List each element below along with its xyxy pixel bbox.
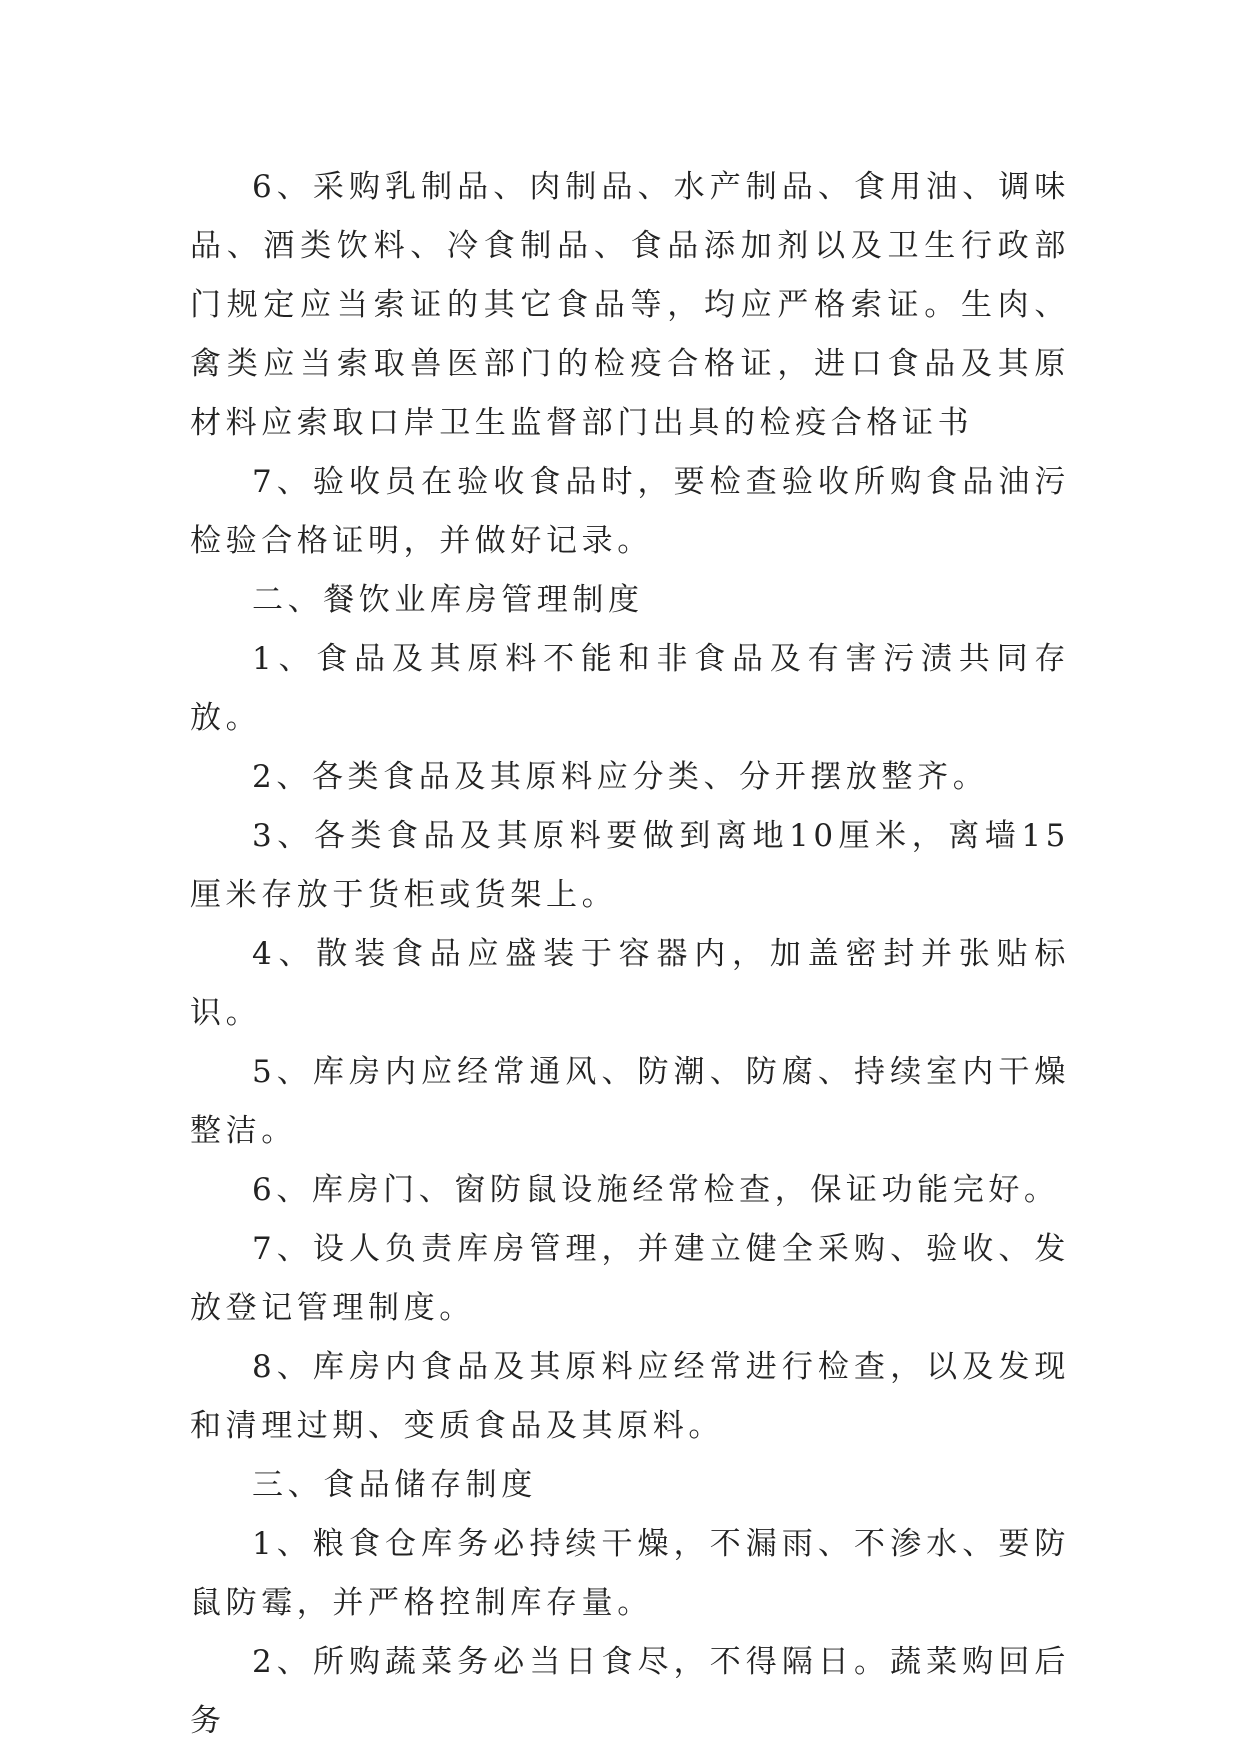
paragraph-storage-rule-2: 2、所购蔬菜务必当日食尽，不得隔日。蔬菜购回后务 xyxy=(190,1644,1070,1739)
paragraph-storage-rule-1: 1、粮食仓库务必持续干燥，不漏雨、不渗水、要防鼠防霉，并严格控制库存量。 xyxy=(190,1526,1070,1621)
paragraph-storeroom-rule-2: 2、各类食品及其原料应分类、分开摆放整齐。 xyxy=(252,759,989,795)
paragraph-storeroom-rule-3: 3、各类食品及其原料要做到离地10厘米，离墙15厘米存放于货柜或货架上。 xyxy=(190,818,1070,913)
paragraph-storeroom-rule-4: 4、散装食品应盛装于容器内，加盖密封并张贴标识。 xyxy=(190,936,1070,1031)
document-body xyxy=(190,158,1070,1751)
paragraph-storeroom-rule-7: 7、设人负责库房管理，并建立健全采购、验收、发放登记管理制度。 xyxy=(190,1231,1070,1326)
section-heading-food-storage: 三、食品储存制度 xyxy=(252,1467,537,1503)
paragraph-storeroom-rule-8: 8、库房内食品及其原料应经常进行检查，以及发现和清理过期、变质食品及其原料。 xyxy=(190,1349,1070,1444)
paragraph-storeroom-rule-6: 6、库房门、窗防鼠设施经常检查，保证功能完好。 xyxy=(252,1172,1060,1208)
section-heading-storeroom: 二、餐饮业库房管理制度 xyxy=(252,582,644,618)
paragraph-storeroom-rule-5: 5、库房内应经常通风、防潮、防腐、持续室内干燥整洁。 xyxy=(190,1054,1070,1149)
paragraph-storeroom-rule-1: 1、食品及其原料不能和非食品及有害污渍共同存放。 xyxy=(190,641,1070,736)
paragraph-inspection-record: 7、验收员在验收食品时，要检查验收所购食品油污检验合格证明，并做好记录。 xyxy=(190,464,1070,559)
paragraph-procurement-certificates: 6、采购乳制品、肉制品、水产制品、食用油、调味品、酒类饮料、冷食制品、食品添加剂以及卫生行政部门规定应当索证的其它食品等，均应严格索证。生肉、禽类应当索取兽医部门的检疫合格证，进口食品及其原材料应索取口岸卫生监督部门出具的检疫合格证书 xyxy=(190,169,1070,441)
